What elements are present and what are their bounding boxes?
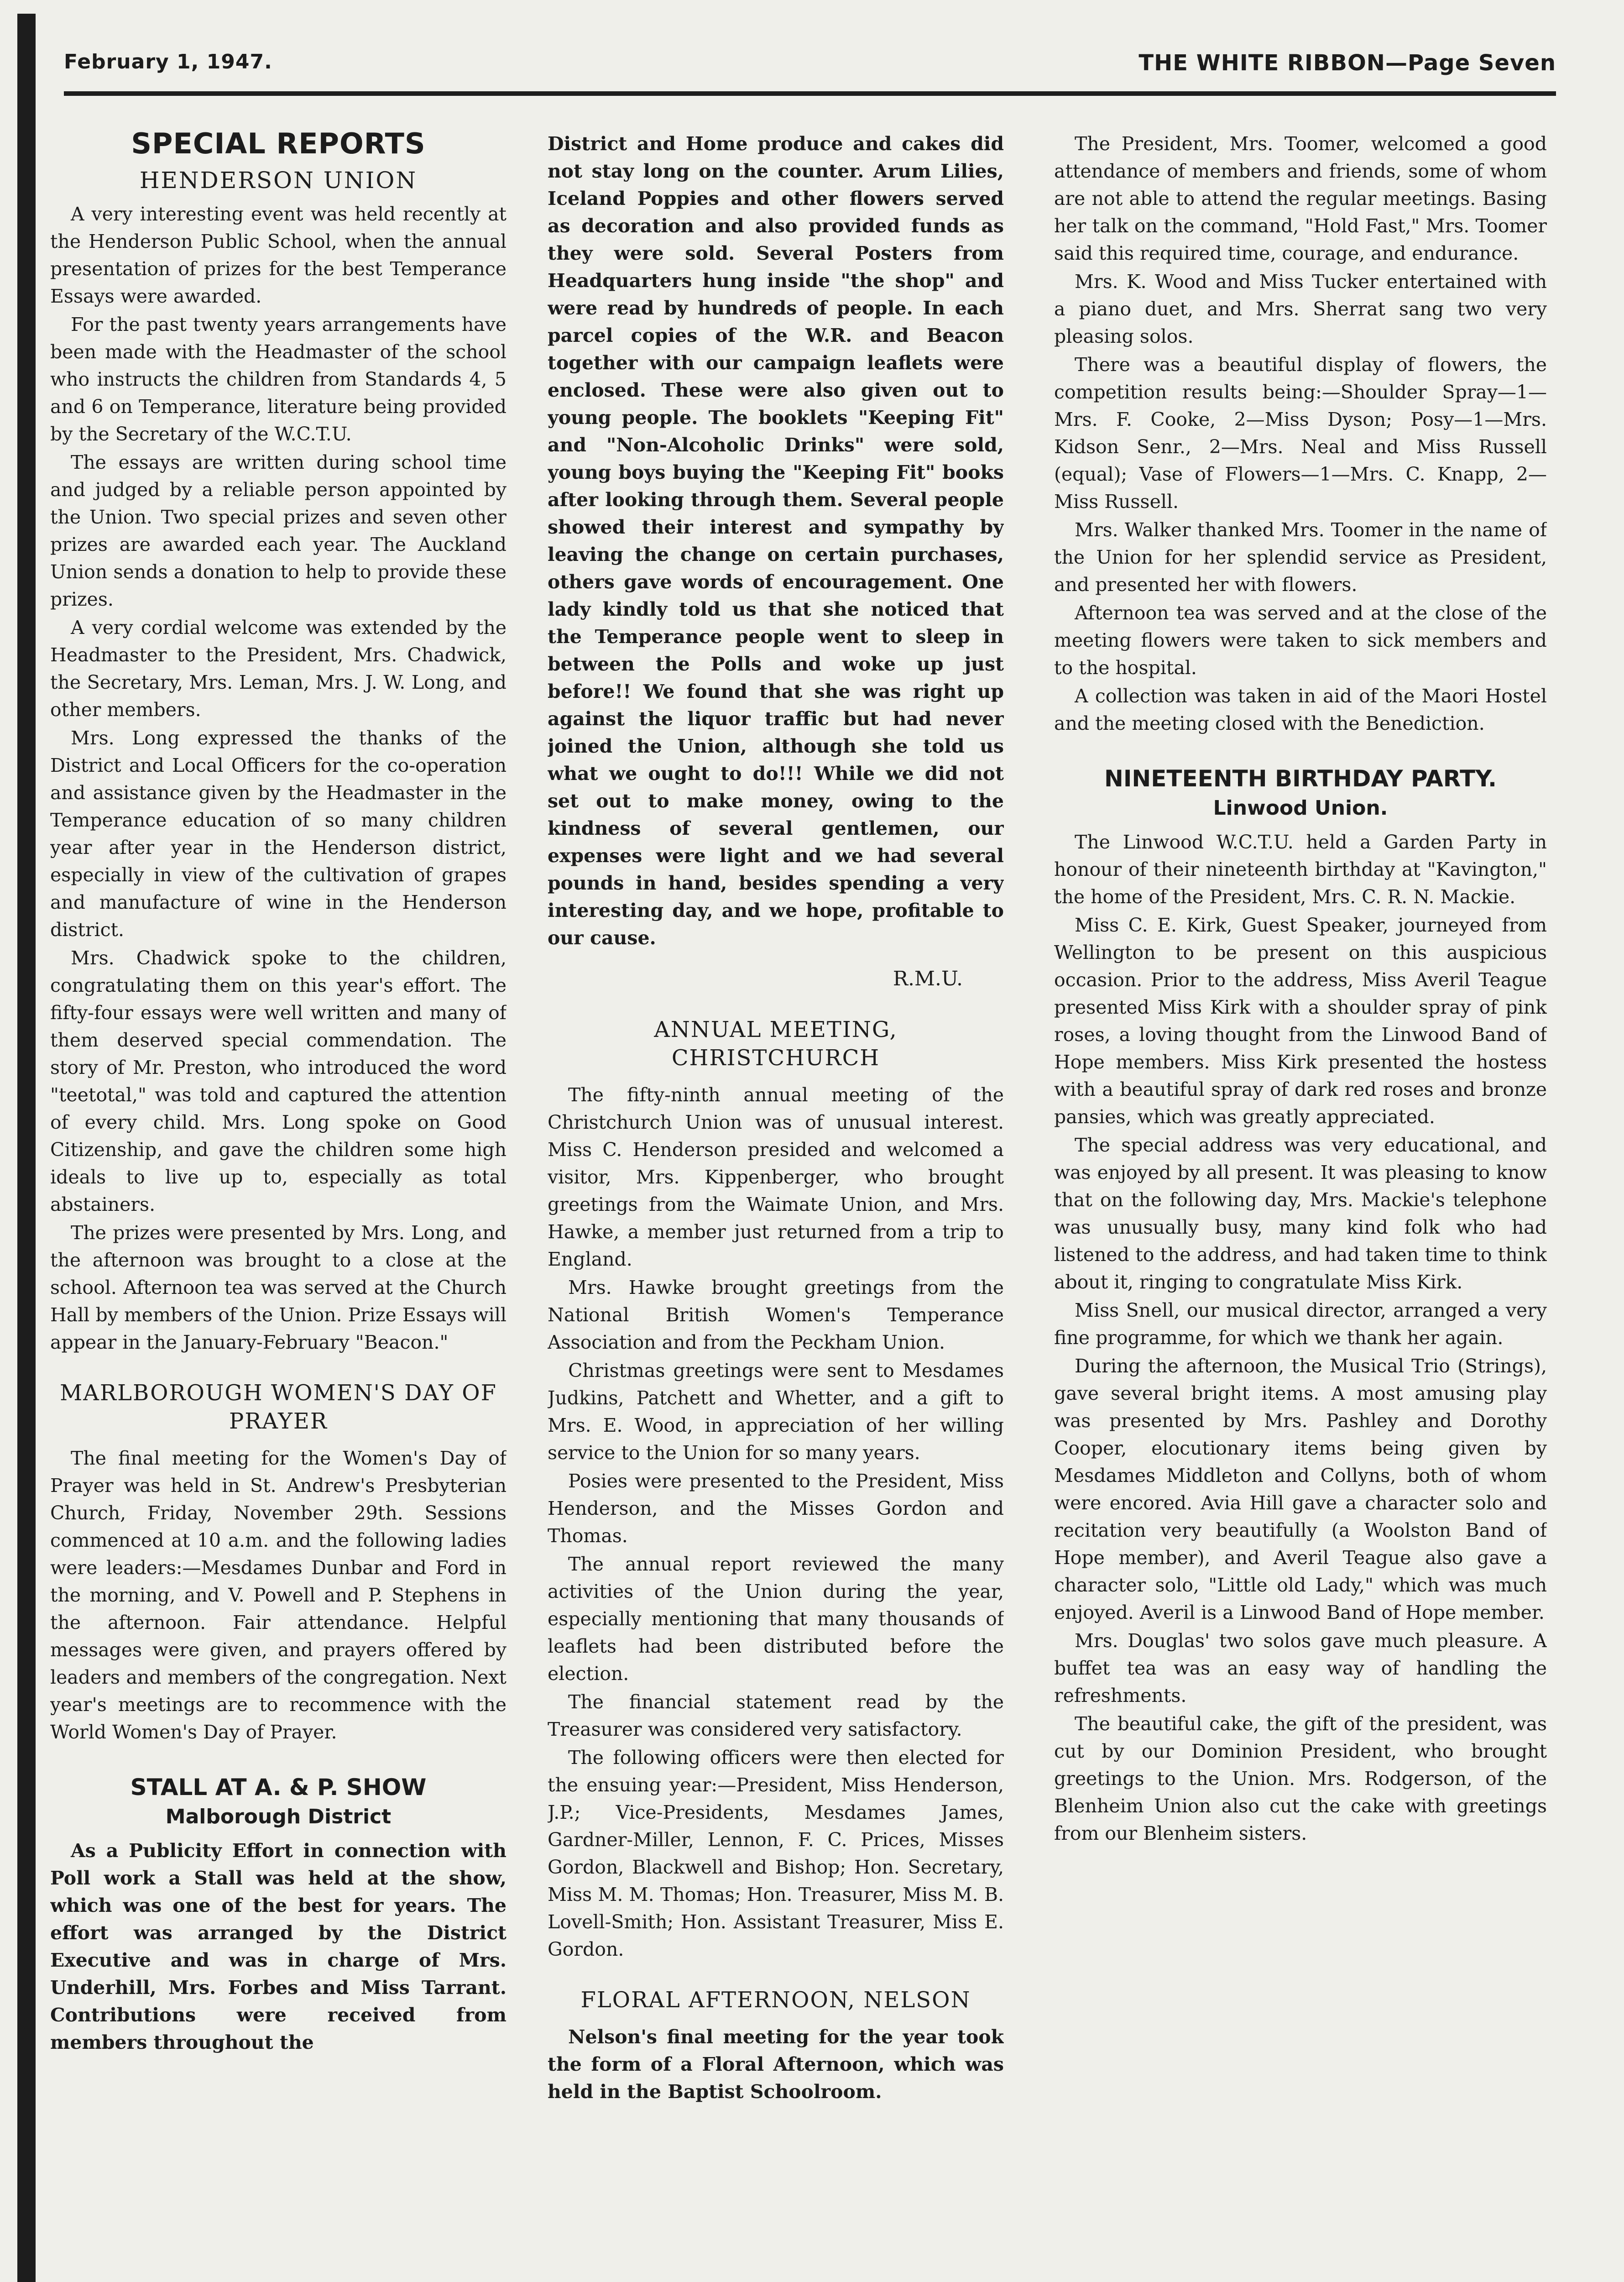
paragraph: Mrs. Hawke brought greetings from the National British Women's Temperance Association and from the Peckham Union. (548, 1277, 1004, 1353)
paragraph: Nelson's final meeting for the year took the form of a Floral Afternoon, which was held in the Baptist Schoolroom. (548, 2026, 1004, 2103)
paragraph: A collection was taken in aid of the Maori Hostel and the meeting closed with the Benediction. (1054, 685, 1547, 734)
article-subtitle-stall: Malborough District (165, 1805, 392, 1828)
paragraph: Mrs. Douglas' two solos gave much pleasure. A buffet tea was an easy way of handling the refreshments. (1054, 1630, 1547, 1706)
header-rule (64, 91, 1556, 96)
paragraph: As a Publicity Effort in connection with Poll work a Stall was held at the show, which was one of the best for years. The effort was arranged by the District Executive and was in charge of Mrs. Underhill, Mrs. Forbes and Miss Tarrant. Contributions were received from members throughout the (50, 1840, 507, 2053)
paragraph: The final meeting for the Women's Day of Prayer was held in St. Andrew's Presbyterian Church, Friday, November 29th. Sessions commenced at 10 a.m. and the following ladies were leaders:—Mesdames Dunbar and Ford in the morning, and V. Powell and P. Stephens in the afternoon. Fair attendance. Helpful messages were given, and prayers offered by leaders and members of the congregation. Next year's meetings are to recommence with the World Women's Day of Prayer. (50, 1447, 507, 1743)
paragraph: The beautiful cake, the gift of the president, was cut by our Dominion President, who brought greetings to the Union. Mrs. Rodgerson, of the Blenheim Union also cut the cake with greetings from our Blenheim sisters. (1054, 1713, 1547, 1844)
article-title-henderson: HENDERSON UNION (139, 167, 418, 194)
paragraph: Mrs. K. Wood and Miss Tucker entertained with a piano duet, and Mrs. Sherrat sang two very pleasing solos. (1054, 271, 1547, 347)
paragraph: Mrs. Long expressed the thanks of the District and Local Officers for the co-operation and assistance given by the Headmaster in the Temperance education of so many children year after year in the Henderson district, especially in view of the cultivation of grapes and manufacture of wine in the Henderson district. (50, 727, 507, 941)
paragraph: The financial statement read by the Treasurer was considered very satisfactory. (548, 1691, 1004, 1740)
article-subtitle-birthday: Linwood Union. (1213, 796, 1388, 820)
paragraph: For the past twenty years arrangements have been made with the Headmaster of the school who instructs the children from Standards 4, 5 and 6 on Temperance, literature being provided by the Secretary of the W.C.T.U. (50, 314, 507, 445)
article-title-annual: ANNUAL MEETING, CHRISTCHURCH (654, 1017, 898, 1071)
article-title-marlborough: MARLBOROUGH WOMEN'S DAY OF PRAYER (60, 1380, 497, 1434)
signature: R.M.U. (893, 967, 963, 990)
paragraph: The Linwood W.C.T.U. held a Garden Party in honour of their nineteenth birthday at "Kavington," the home of the President, Mrs. C. R. N. Mackie. (1054, 831, 1547, 908)
article-title-floral: FLORAL AFTERNOON, NELSON (580, 1987, 971, 2013)
paragraph: Christmas greetings were sent to Mesdames Judkins, Patchett and Whetter, and a gift to Mrs. E. Wood, in appreciation of her willing service to the Union for so many years. (548, 1360, 1004, 1464)
paragraph: Afternoon tea was served and at the close of the meeting flowers were taken to sick members and to the hospital. (1054, 602, 1547, 679)
paragraph: The annual report reviewed the many activities of the Union during the year, especially mentioning that many thousands of leaflets had been distributed before the election. (548, 1553, 1004, 1685)
page-header (64, 46, 1556, 82)
paragraph: Miss Snell, our musical director, arranged a very fine programme, for which we thank her again. (1054, 1299, 1547, 1349)
column-3 (1054, 130, 1547, 2282)
paragraph: A very cordial welcome was extended by the Headmaster to the President, Mrs. Chadwick, the Secretary, Mrs. Leman, Mrs. J. W. Long, and other members. (50, 617, 507, 721)
column-2 (548, 130, 1004, 2282)
publication-title: THE WHITE RIBBON—Page Seven (1138, 50, 1556, 76)
paragraph: Miss C. E. Kirk, Guest Speaker, journeyed from Wellington to be present on this auspicious occasion. Prior to the address, Miss Averil Teague presented Miss Kirk with a shoulder spray of pink roses, a loving thought from the Linwood Band of Hope members. Miss Kirk presented the hostess with a beautiful spray of dark red roses and bronze pansies, which was greatly appreciated. (1054, 914, 1547, 1128)
binding-spine (17, 14, 36, 2282)
paragraph: The special address was very educational, and was enjoyed by all present. It was pleasing to know that on the following day, Mrs. Mackie's telephone was unusually busy, many kind folk who had listened to the address, and had taken time to think about it, ringing to congratulate Miss Kirk. (1054, 1134, 1547, 1293)
paragraph: There was a beautiful display of flowers, the competition results being:—Shoulder Spray—1—Mrs. F. Cooke, 2—Miss Dyson; Posy—1—Mrs. Kidson Senr., 2—Mrs. Neal and Miss Russell (equal); Vase of Flowers—1—Mrs. C. Knapp, 2—Miss Russell. (1054, 354, 1547, 513)
paragraph: During the afternoon, the Musical Trio (Strings), gave several bright items. A most amusing play was presented by Mrs. Pashley and Dorothy Cooper, elocutionary items being given by Mesdames Middleton and Collyns, both of whom were encored. Avia Hill gave a character solo and recitation very beautifully (a Woolston Band of Hope member), and Averil Teague also gave a character solo, "Little old Lady," which was much enjoyed. Averil is a Linwood Band of Hope member. (1054, 1355, 1547, 1623)
article-title-stall: STALL AT A. & P. SHOW (130, 1774, 427, 1800)
paragraph: Mrs. Chadwick spoke to the children, congratulating them on this year's effort. The fifty-four essays were well written and many of them deserved special commendation. The story of Mr. Preston, who introduced the word "teetotal," was told and captured the attention of every child. Mrs. Long spoke on Good Citizenship, and gave the children some high ideals to live up to, especially as total abstainers. (50, 947, 507, 1215)
paragraph: Posies were presented to the President, Miss Henderson, and the Misses Gordon and Thomas. (548, 1470, 1004, 1547)
issue-date: February 1, 1947. (64, 50, 272, 73)
paragraph: The fifty-ninth annual meeting of the Christchurch Union was of unusual interest. Miss C. Henderson presided and welcomed a visitor, Mrs. Kippenberger, who brought greetings from the Waimate Union, and Mrs. Hawke, a member just returned from a trip to England. (548, 1084, 1004, 1270)
paragraph: Mrs. Walker thanked Mrs. Toomer in the name of the Union for her splendid service as President, and presented her with flowers. (1054, 519, 1547, 596)
section-heading: SPECIAL REPORTS (131, 130, 426, 160)
column-1 (50, 130, 507, 2282)
paragraph: The following officers were then elected for the ensuing year:—President, Miss Henderson, J.P.; Vice-Presidents, Mesdames James, Gardner-Miller, Lennon, F. C. Prices, Misses Gordon, Blackwell and Bishop; Hon. Secretary, Miss M. M. Thomas; Hon. Treasurer, Miss M. B. Lovell-Smith; Hon. Assistant Treasurer, Miss E. Gordon. (548, 1747, 1004, 1960)
paragraph: A very interesting event was held recently at the Henderson Public School, when the annual presentation of prizes for the best Temperance Essays were awarded. (50, 203, 507, 307)
paragraph: The prizes were presented by Mrs. Long, and the afternoon was brought to a close at the school. Afternoon tea was served at the Church Hall by members of the Union. Prize Essays will appear in the January-February "Beacon." (50, 1222, 507, 1353)
paragraph: District and Home produce and cakes did not stay long on the counter. Arum Lilies, Iceland Poppies and other flowers served as decoration and also provided funds as they were sold. Several Posters from Headquarters hung inside "the shop" and were read by hundreds of people. In each parcel copies of the W.R. and Beacon together with our campaign leaflets were enclosed. These were also given out to young people. The booklets "Keeping Fit" and "Non-Alcoholic Drinks" were sold, young boys buying the "Keeping Fit" books after looking through them. Several people showed their interest and sympathy by leaving the change on certain purchases, others gave words of encouragement. One lady kindly told us that she noticed that the Temperance people went to sleep in between the Polls and woke up just before!! We found that she was right up against the liquor traffic but had never joined the Union, although she told us what we ought to do!!! While we did not set out to make money, owing to the kindness of several gentlemen, our expenses were light and we had several pounds in hand, besides spending a very interesting day, and we hope, profitable to our cause. (548, 133, 1004, 949)
paragraph: The essays are written during school time and judged by a reliable person appointed by the Union. Two special prizes and seven other prizes are awarded each year. The Auckland Union sends a donation to help to provide these prizes. (50, 451, 507, 610)
paragraph: The President, Mrs. Toomer, welcomed a good attendance of members and friends, some of whom are not able to attend the regular meetings. Basing her talk on the command, "Hold Fast," Mrs. Toomer said this required time, courage, and endurance. (1054, 133, 1547, 264)
article-title-birthday: NINETEENTH BIRTHDAY PARTY. (1104, 765, 1497, 792)
